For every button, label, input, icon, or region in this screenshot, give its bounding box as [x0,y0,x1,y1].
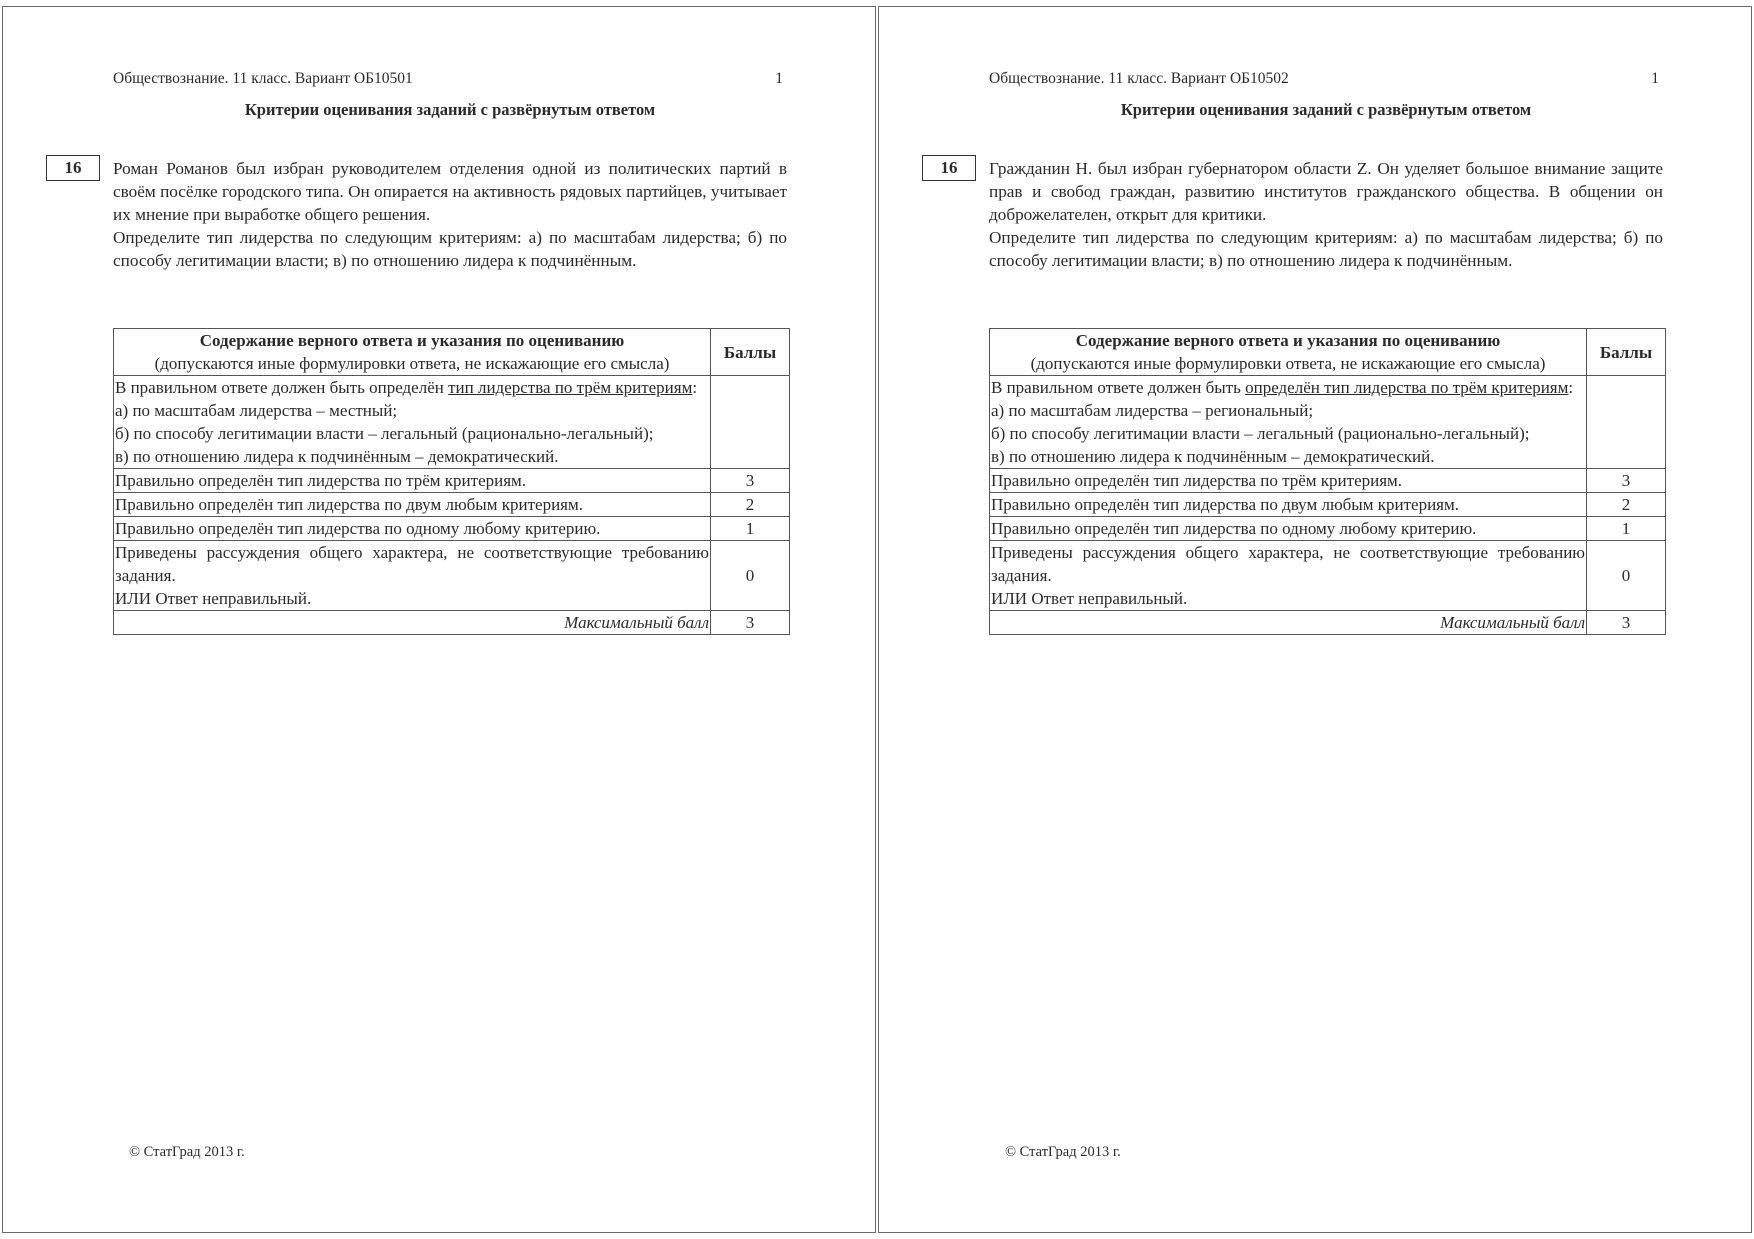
task-text [113,157,787,272]
table-header-row [990,329,1666,376]
row-text: Правильно определён тип лидерства по трём критериям. [990,469,1587,493]
row-score: 1 [1587,517,1666,541]
criterion-c: в) по отношению лидера к подчинённым – демократический. [115,447,559,466]
table-row [990,469,1666,493]
rubric-table [989,328,1666,635]
answer-intro-colon: : [1568,378,1574,397]
row-score: 1 [711,517,790,541]
row-text: Правильно определён тип лидерства по двум любым критериям. [114,493,711,517]
max-score-value: 3 [711,611,790,635]
zero-row-score: 0 [1587,541,1666,611]
max-score-row [114,611,790,635]
max-score-label: Максимальный балл [114,611,711,635]
zero-row-text [990,541,1587,611]
row-text: Правильно определён тип лидерства по двум любым критериям. [990,493,1587,517]
footer-copyright: © СтатГрад 2013 г. [1005,1144,1121,1160]
answer-row [990,376,1666,469]
answer-intro: В правильном ответе должен быть [991,378,1246,397]
page-left [2,6,876,1233]
table-row [114,493,790,517]
zero-row-line2: ИЛИ Ответ неправильный. [991,589,1188,608]
row-score: 2 [711,493,790,517]
answer-cell [990,376,1587,469]
row-score: 2 [1587,493,1666,517]
row-text: Правильно определён тип лидерства по трём критериям. [114,469,711,493]
criterion-a: а) по масштабам лидерства – региональный; [991,401,1314,420]
score-header: Баллы [1587,329,1666,376]
header-page-number: 1 [775,70,783,87]
content-header-bold: Содержание верного ответа и указания по оцениванию [1075,331,1501,350]
task-description: Гражданин Н. был избран губернатором области Z. Он уделяет большое внимание защите прав и свобод граждан, развитию институтов гражданского общества. В общении он доброжелателен, открыт для критики. [989,159,1663,224]
header-page-number: 1 [1651,70,1659,87]
max-score-label: Максимальный балл [990,611,1587,635]
table-header-row [114,329,790,376]
page-right [878,6,1752,1233]
max-score-row [990,611,1666,635]
answer-intro-underlined: определён тип лидерства по трём критериям [1245,378,1569,397]
row-text: Правильно определён тип лидерства по одному любому критерию. [990,517,1587,541]
table-row [114,517,790,541]
criterion-a: а) по масштабам лидерства – местный; [115,401,398,420]
answer-intro-underlined: тип лидерства по трём критериям [448,378,693,397]
zero-row-line1: Приведены рассуждения общего характера, не соответствующие требованию задания. [991,543,1585,585]
footer-copyright: © СтатГрад 2013 г. [129,1144,245,1160]
section-heading: Критерии оценивания заданий с развёрнутым ответом [244,100,656,119]
content-header [990,329,1587,376]
task-number-box: 16 [46,155,100,181]
answer-score-empty [711,376,790,469]
score-header: Баллы [711,329,790,376]
row-score: 3 [711,469,790,493]
zero-row [990,541,1666,611]
section-heading: Критерии оценивания заданий с развёрнутым ответом [1120,100,1532,119]
content-header-bold: Содержание верного ответа и указания по оцениванию [199,331,625,350]
table-row [990,493,1666,517]
row-text: Правильно определён тип лидерства по одному любому критерию. [114,517,711,541]
row-score: 3 [1587,469,1666,493]
max-score-value: 3 [1587,611,1666,635]
zero-row-line1: Приведены рассуждения общего характера, не соответствующие требованию задания. [115,543,709,585]
criterion-b: б) по способу легитимации власти – легальный (рационально-легальный); [991,424,1530,443]
answer-intro-colon: : [692,378,698,397]
task-number-box: 16 [922,155,976,181]
criterion-b: б) по способу легитимации власти – легальный (рационально-легальный); [115,424,654,443]
content-header-note: (допускаются иные формулировки ответа, не искажающие его смысла) [1030,354,1546,373]
answer-cell [114,376,711,469]
task-text [989,157,1663,272]
answer-intro: В правильном ответе должен быть определён [115,378,449,397]
answer-row [114,376,790,469]
criterion-c: в) по отношению лидера к подчинённым – демократический. [991,447,1435,466]
content-header-note: (допускаются иные формулировки ответа, не искажающие его смысла) [154,354,670,373]
header-title: Обществознание. 11 класс. Вариант ОБ10502 [989,70,1289,87]
zero-row-line2: ИЛИ Ответ неправильный. [115,589,312,608]
answer-score-empty [1587,376,1666,469]
header-title: Обществознание. 11 класс. Вариант ОБ10501 [113,70,413,87]
rubric-table [113,328,790,635]
task-question: Определите тип лидерства по следующим критериям: а) по масштабам лидерства; б) по способу легитимации власти; в) по отношению лидера к подчинённым. [113,228,787,270]
task-question: Определите тип лидерства по следующим критериям: а) по масштабам лидерства; б) по способу легитимации власти; в) по отношению лидера к подчинённым. [989,228,1663,270]
zero-row-text [114,541,711,611]
zero-row [114,541,790,611]
zero-row-score: 0 [711,541,790,611]
task-description: Роман Романов был избран руководителем отделения одной из политических партий в своём посёлке городского типа. Он опирается на активность рядовых партийцев, учитывает их мнение при выработке общего решения. [113,159,787,224]
content-header [114,329,711,376]
table-row [990,517,1666,541]
table-row [114,469,790,493]
